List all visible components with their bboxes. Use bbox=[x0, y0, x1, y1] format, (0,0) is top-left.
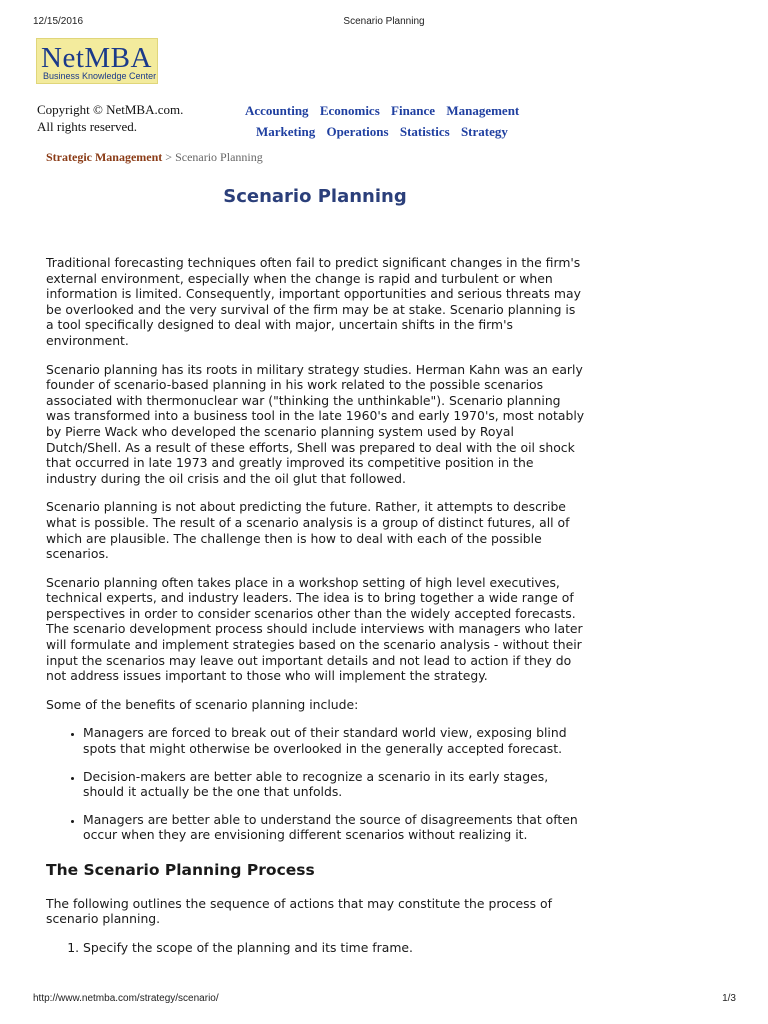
nav-link-economics[interactable]: Economics bbox=[319, 103, 380, 118]
paragraph-intro: Traditional forecasting techniques often fail to predict significant changes in the firm's external environment, especially when the change is rapid and turbulent or when information is limited. Consequently, important opportunities and serious threats may be overlooked and the very survival of the firm may be at stake. Scenario planning is a tool specifically designed to deal with major, uncertain shifts in the firm's environment. bbox=[46, 255, 581, 348]
logo-wordmark: NetMBA bbox=[41, 42, 152, 74]
section-heading: The Scenario Planning Process bbox=[46, 861, 315, 879]
copyright-notice bbox=[37, 101, 183, 135]
article-body bbox=[46, 255, 586, 955]
nav-row-1 bbox=[245, 103, 527, 119]
benefits-list bbox=[46, 725, 586, 843]
logo-tagline: Business Knowledge Center bbox=[43, 71, 157, 81]
print-header bbox=[0, 16, 768, 30]
list-item: • Managers are better able to understand the source of disagreements that often occur when they are envisioning different scenarios without realizing it. bbox=[83, 812, 586, 843]
rights-line: All rights reserved. bbox=[37, 119, 138, 134]
nav-link-finance[interactable]: Finance bbox=[391, 103, 436, 118]
breadcrumb-current: Scenario Planning bbox=[175, 150, 263, 164]
breadcrumb-separator: > bbox=[165, 150, 173, 164]
section-intro: The following outlines the sequence of actions that may constitute the process of scenario planning. bbox=[46, 895, 552, 927]
list-item: • Decision-makers are better able to recognize a scenario in its early stages, should it actually be the one that unfolds. bbox=[83, 769, 586, 800]
paragraph-purpose: Scenario planning is not about predicting the future. Rather, it attempts to describe what is possible. The result of a scenario analysis is a group of distinct futures, all of which are plausible. The challenge then is how to deal with each of the possible scenarios. bbox=[46, 499, 570, 562]
paragraph-workshop: Scenario planning often takes place in a workshop setting of high level executives, technical experts, and industry leaders. The idea is to bring together a wide range of perspectives in order to consider scenarios other than the widely accepted forecasts. The scenario development process should include interviews with managers who later will formulate and implement strategies based on the scenario analysis - without their input the scenarios may leave out important details and not lead to action if they do not address issues important to those who will implement the strategy. bbox=[46, 574, 583, 684]
page-title: Scenario Planning bbox=[223, 186, 407, 207]
nav-row-2 bbox=[256, 124, 516, 140]
nav-link-accounting[interactable]: Accounting bbox=[245, 103, 309, 118]
breadcrumb-parent-link[interactable]: Strategic Management bbox=[46, 150, 163, 164]
nav-link-strategy[interactable]: Strategy bbox=[460, 124, 508, 139]
list-item: • Managers are forced to break out of their standard world view, exposing blind spots that might otherwise be overlooked in the generally accepted forecast. bbox=[83, 725, 586, 756]
copyright-line: Copyright © NetMBA.com. bbox=[37, 102, 184, 117]
paragraph-benefits-intro: Some of the benefits of scenario planning include: bbox=[46, 696, 359, 712]
nav-link-management[interactable]: Management bbox=[446, 103, 520, 118]
process-steps-list bbox=[46, 940, 586, 956]
print-title: Scenario Planning bbox=[343, 16, 425, 27]
print-url: http://www.netmba.com/strategy/scenario/ bbox=[33, 993, 219, 1004]
paragraph-history: Scenario planning has its roots in military strategy studies. Herman Kahn was an early founder of scenario-based planning in his work related to the possible scenarios associated with thermonuclear war ("thinking the unthinkable"). Scenario planning was transformed into a business tool in the late 1960's and early 1970's, most notably by Pierre Wack who developed the scenario planning system used by Royal Dutch/Shell. As a result of these efforts, Shell was prepared to deal with the oil shock that occurred in late 1973 and greatly improved its competitive position in the industry during the oil crisis and the oil glut that followed. bbox=[46, 361, 585, 486]
print-footer bbox=[0, 993, 768, 1007]
netmba-logo[interactable] bbox=[36, 38, 158, 84]
breadcrumb bbox=[46, 150, 263, 165]
nav-link-marketing[interactable]: Marketing bbox=[256, 124, 316, 139]
list-item: 1. Specify the scope of the planning and its time frame. bbox=[83, 940, 586, 956]
print-page-number: 1/3 bbox=[722, 993, 736, 1004]
nav-link-statistics[interactable]: Statistics bbox=[399, 124, 450, 139]
nav-link-operations[interactable]: Operations bbox=[326, 124, 389, 139]
print-date: 12/15/2016 bbox=[33, 16, 84, 27]
